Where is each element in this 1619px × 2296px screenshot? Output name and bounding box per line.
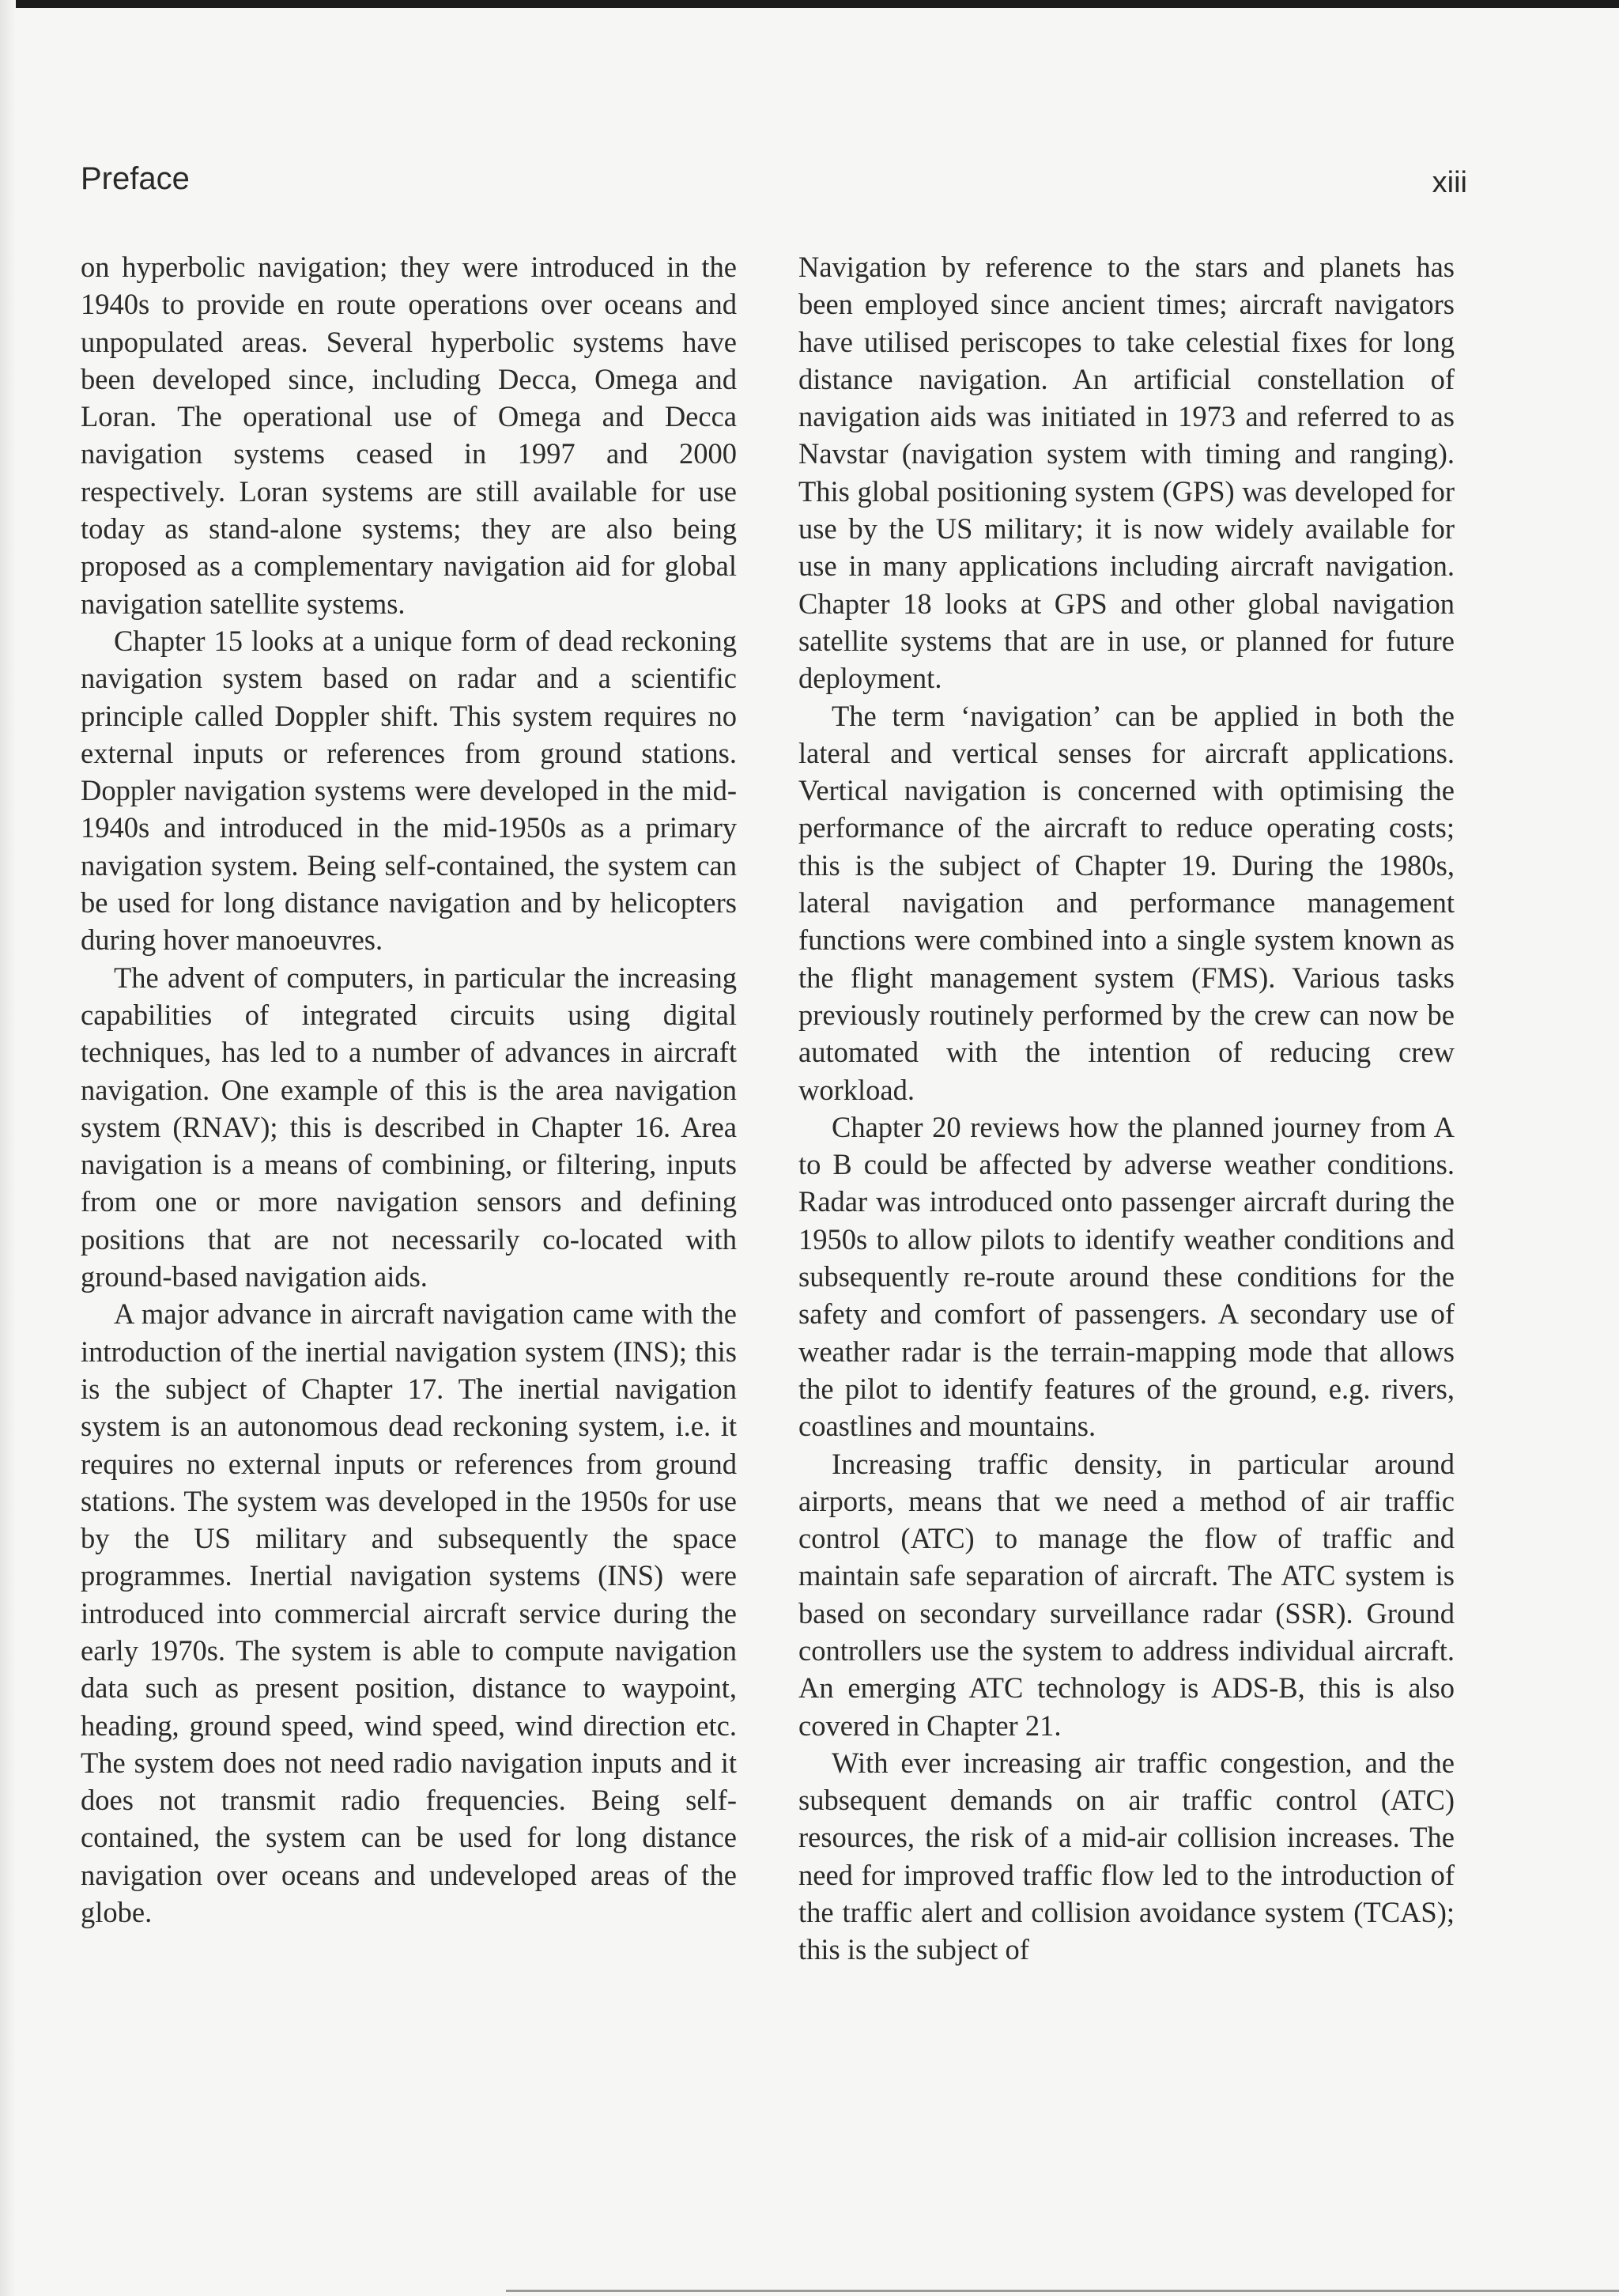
paragraph: on hyperbolic navigation; they were introduced in the 1940s to provide en route operations over oceans and unpopulated areas. Several hyperbolic systems have been developed since, including Decca, Omega and Loran. The operational use of Omega and Decca navigation systems ceased in 1997 and 2000 respectively. Loran systems are still available for use today as stand-alone systems; they are also being proposed as a complementary navigation aid for global navigation satellite systems. [81,251,737,620]
paragraph: Navigation by reference to the stars and planets has been employed since ancient times; aircraft navigators have utilised periscopes to take celestial fixes for long distance navigation. An artificial constellation of navigation aids was initiated in 1973 and referred to as Navstar (navigation system with timing and ranging). This global positioning system (GPS) was developed for use by the US military; it is now widely available for use in many applications including aircraft navigation. Chapter 18 looks at GPS and other global navigation satellite systems that are in use, or planned for future deployment. [798,251,1455,695]
paragraph: A major advance in aircraft navigation came with the introduction of the inertial navigation system (INS); this is the subject of Chapter 17. The inertial navigation system is an autonomous dead reckoning system, i.e. it requires no external inputs or references from ground stations. The system was developed in the 1950s for use by the US military and subsequently the space programmes. Inertial navigation systems (INS) were introduced into commercial aircraft service during the early 1970s. The system is able to compute navigation data such as present position, distance to waypoint, heading, ground speed, wind speed, wind direction etc. The system does not need radio navigation inputs and it does not transmit radio frequencies. Being self-contained, the system can be used for long distance navigation over oceans and undeveloped areas of the globe. [81,1297,737,1929]
bottom-edge-line [506,2290,1619,2292]
paragraph: The term ‘navigation’ can be applied in both the lateral and vertical senses for aircraft applications. Vertical navigation is concerned with optimising the performance of the aircraft to reduce operating costs; this is the subject of Chapter 19. During the 1980s, lateral navigation and performance management functions were combined into a single system known as the flight management system (FMS). Various tasks previously routinely performed by the crew can now be automated with the intention of reducing crew workload. [798,699,1455,1106]
running-header-title: Preface [81,161,190,196]
right-text-column [798,248,1455,1969]
paragraph: Increasing traffic density, in particular around airports, means that we need a method of air traffic control (ATC) to manage the flow of traffic and maintain safe separation of aircraft. The ATC system is based on secondary surveillance radar (SSR). Ground controllers use the system to address individual aircraft. An emerging ATC technology is ADS-B, this is also covered in Chapter 21. [798,1447,1455,1742]
binding-shadow [0,0,16,2296]
left-text-column [81,248,737,1931]
paragraph: Chapter 15 looks at a unique form of dead reckoning navigation system based on radar and a scientific principle called Doppler shift. This system requires no external inputs or references from ground stations. Doppler navigation systems were developed in the mid-1940s and introduced in the mid-1950s as a primary navigation system. Being self-contained, the system can be used for long distance navigation and by helicopters during hover manoeuvres. [81,624,737,957]
paragraph: The advent of computers, in particular the increasing capabilities of integrated circuits using digital techniques, has led to a number of advances in aircraft navigation. One example of this is the area navigation system (RNAV); this is described in Chapter 16. Area navigation is a means of combining, or filtering, inputs from one or more navigation sensors and defining positions that are not necessarily co-located with ground-based navigation aids. [81,961,737,1293]
paragraph: With ever increasing air traffic congestion, and the subsequent demands on air traffic control (ATC) resources, the risk of a mid-air collision increases. The need for improved traffic flow led to the introduction of the traffic alert and collision avoidance system (TCAS); this is the subject of [798,1746,1455,1966]
page-number: xiii [1432,166,1467,199]
paragraph: Chapter 20 reviews how the planned journey from A to B could be affected by adverse weather conditions. Radar was introduced onto passenger aircraft during the 1950s to allow pilots to identify weather conditions and subsequently re-route around these conditions for the safety and comfort of passengers. A secondary use of weather radar is the terrain-mapping mode that allows the pilot to identify features of the ground, e.g. rivers, coastlines and mountains. [798,1110,1455,1443]
top-edge-rule [0,0,1619,8]
